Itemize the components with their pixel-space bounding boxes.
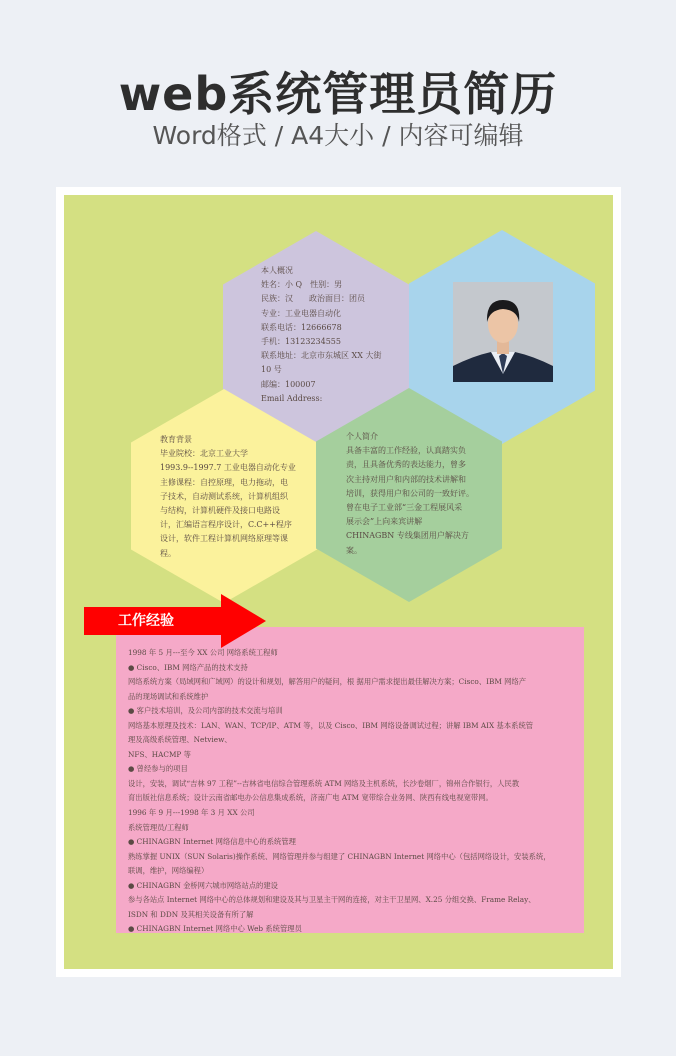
self-intro-line: 展示会”上向来宾讲解 (346, 517, 423, 527)
basic-info-line: 联系电话：12666678 (261, 322, 342, 332)
portrait-photo (453, 282, 553, 382)
work-bullet: ● Cisco、IBM 网络产品的技术支持 (128, 662, 248, 672)
basic-info-text (261, 264, 401, 406)
self-intro-line: CHINAGBN 专线集团用户解决方 (346, 531, 469, 541)
basic-info-line: 联系地址：北京市东城区 XX 大街 (261, 351, 382, 361)
education-text (160, 433, 300, 561)
work-bullet: ● CHINAGBN Internet 网络中心 Web 系统管理员 (128, 924, 302, 934)
education-heading: 教育背景 (160, 435, 192, 444)
work-line: 育出版社信息系统；设计云南省邮电办公信息集成系统，济南广电 ATM 宽带综合业务网、陕西有线电视宽带网。 (128, 793, 493, 803)
work-line: 理及高级系统管理、Netview、 (128, 735, 232, 745)
work-bullet: ● 客户技术培训，及公司内部的技术交流与培训 (128, 706, 283, 716)
work-line: 网络基本原理及技术：LAN、WAN、TCP/IP、ATM 等，以及 Cisco、IBM 网络设备调试过程；讲解 IBM AIX 基本系统管 (128, 720, 534, 730)
education-line: 毕业院校：北京工业大学 (160, 449, 248, 459)
right-arrow-banner-icon (84, 594, 266, 648)
page-subtitle: Word格式 / A4大小 / 内容可编辑 (152, 121, 524, 150)
education-line: 程。 (160, 548, 176, 558)
self-intro-line: 责，且具备优秀的表达能力，曾多 (346, 460, 466, 470)
education-line: 与结构，计算机硬件及接口电路设 (160, 506, 280, 516)
work-line: 熟练掌握 UNIX（SUN Solaris)操作系统、网络管理并参与组建了 CHINAGBN Internet 网络中心（包括网络设计，安装系统， (128, 851, 551, 861)
education-line: 主修课程：自控原理，电力拖动，电 (160, 477, 288, 487)
work-line: 1996 年 9 月---1998 年 3 月 XX 公司 (128, 808, 255, 818)
work-line: 联调，维护，网络编程） (128, 866, 209, 876)
work-bullet: ● CHINAGBN Internet 网络信息中心的系统管理 (128, 837, 296, 847)
work-bullet: ● 曾经参与的项目 (128, 764, 188, 774)
basic-info-line: 邮编：100007 (261, 379, 316, 389)
basic-info-line: 专业：工业电器自动化 (261, 308, 341, 318)
basic-info-line: 10 号 (261, 365, 282, 375)
self-intro-line: 案。 (346, 545, 362, 555)
self-intro-text (346, 430, 478, 558)
work-line: ISDN 和 DDN 及其相关设备有所了解 (128, 909, 254, 919)
work-experience-text (128, 646, 580, 937)
basic-info-heading: 本人概况 (261, 266, 293, 275)
basic-info-line: 姓名：小 Q 性别：男 (261, 280, 343, 290)
self-intro-line: 培训，获得用户和公司的一致好评。 (346, 488, 474, 498)
self-intro-line: 具备丰富的工作经验，认真踏实负 (346, 446, 466, 456)
work-experience-heading: 工作经验 (118, 613, 174, 629)
work-line: 系统管理员/工程师 (128, 822, 189, 832)
work-line: 设计，安装，调试“吉林 97 工程”--吉林省电信综合管理系统 ATM 网络及主机系统，长沙卷烟厂，锦州合作银行，人民教 (128, 778, 520, 788)
education-line: 1993.9--1997.7 工业电器自动化专业 (160, 463, 296, 473)
self-intro-line: 曾在电子工业部“三金工程展风采 (346, 503, 463, 513)
self-intro-heading: 个人简介 (346, 432, 378, 441)
page-title: web系统管理员简历 (118, 67, 558, 121)
education-line: 设计，软件工程计算机网络原理等课 (160, 534, 288, 544)
basic-info-line: 民族：汉 政治面目：团员 (261, 294, 365, 304)
work-line: 品的现场调试和系统维护 (128, 691, 209, 701)
basic-info-line: Email Address: (261, 393, 323, 403)
person-portrait-icon (453, 282, 553, 382)
work-line: NFS、HACMP 等 (128, 749, 191, 759)
work-line: 网络系统方案（局域网和广域网）的设计和规划，解答用户的疑问，根 据用户需求提出最佳解决方案；Cisco、IBM 网络产 (128, 677, 527, 687)
education-line: 计，汇编语言程序设计，C.C++程序 (160, 520, 292, 530)
work-line: 参与各站点 Internet 网络中心的总体规划和建设及其与卫星主干网的连接，对主干卫星网、X.25 分组交换、Frame Relay、 (128, 895, 536, 905)
work-line: 1998 年 5 月---至今 XX 公司 网络系统工程师 (128, 648, 278, 657)
basic-info-line: 手机：13123234555 (261, 337, 341, 347)
self-intro-line: 次主持对用户和内部的技术讲解和 (346, 474, 466, 484)
work-bullet: ● CHINAGBN 金桥网六城市网络站点的建设 (128, 880, 278, 890)
education-line: 子技术，自动测试系统，计算机组织 (160, 491, 288, 501)
